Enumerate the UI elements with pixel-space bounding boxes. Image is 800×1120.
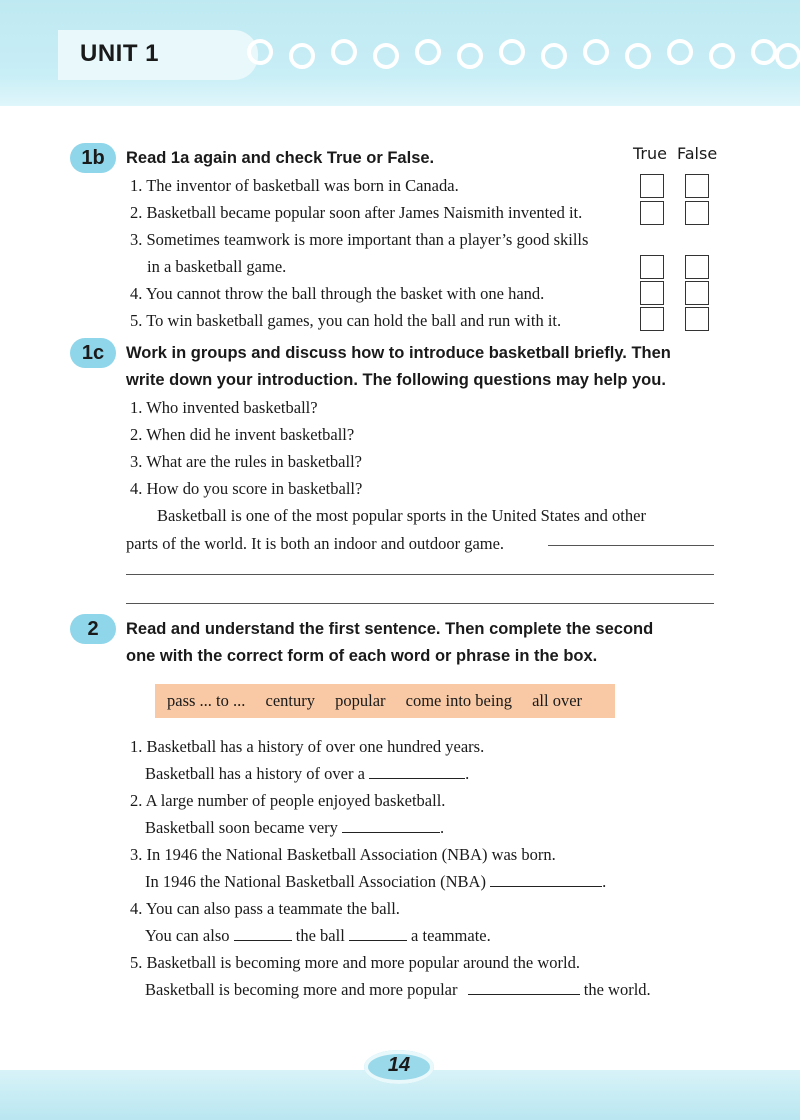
checkbox-3-true[interactable] bbox=[640, 255, 664, 279]
section-1c-instruction-2: write down your introduction. The following questions may help you. bbox=[126, 371, 666, 389]
paragraph-line-1: Basketball is one of the most popular sports in the United States and other bbox=[157, 506, 646, 525]
checkbox-3-false[interactable] bbox=[685, 255, 709, 279]
item-1-sentence: 1. Basketball has a history of over one hundred years. bbox=[130, 737, 485, 756]
item-2-completion bbox=[145, 814, 444, 841]
item-3-completion bbox=[145, 868, 606, 895]
blank-5[interactable] bbox=[468, 979, 580, 995]
item-4-completion bbox=[145, 922, 491, 949]
section-2-badge: 2 bbox=[70, 614, 116, 644]
statement-5: 5. To win basketball games, you can hold the ball and run with it. bbox=[130, 311, 562, 330]
word-option: century bbox=[265, 691, 315, 710]
blank-3[interactable] bbox=[490, 871, 602, 887]
question-2: 2. When did he invent basketball? bbox=[130, 425, 355, 444]
checkbox-2-false[interactable] bbox=[685, 201, 709, 225]
item-4-text: You can also bbox=[145, 926, 230, 945]
item-4-mid: the ball bbox=[295, 926, 345, 945]
blank-2[interactable] bbox=[342, 817, 440, 833]
decorative-rings bbox=[240, 36, 800, 76]
section-1b-instruction: Read 1a again and check True or False. bbox=[126, 149, 435, 167]
item-5-text: Basketball is becoming more and more popular bbox=[145, 980, 458, 999]
word-option: come into being bbox=[405, 691, 512, 710]
paragraph-line-2: parts of the world. It is both an indoor and outdoor game. bbox=[126, 534, 505, 553]
statement-3-cont: in a basketball game. bbox=[147, 257, 287, 276]
item-4-end: a teammate. bbox=[411, 926, 491, 945]
checkbox-1-false[interactable] bbox=[685, 174, 709, 198]
page-number: 14 bbox=[387, 1054, 411, 1076]
section-1c-badge: 1c bbox=[70, 338, 116, 368]
section-1b-badge: 1b bbox=[70, 143, 116, 173]
item-5-completion bbox=[145, 976, 651, 1003]
blank-1[interactable] bbox=[369, 763, 465, 779]
item-4-sentence: 4. You can also pass a teammate the ball. bbox=[130, 899, 400, 918]
item-5-end: the world. bbox=[583, 980, 651, 999]
item-1-end: . bbox=[465, 764, 470, 783]
section-2-instruction-1: Read and understand the first sentence. Then complete the second bbox=[126, 620, 654, 638]
word-option: all over bbox=[532, 691, 583, 710]
item-3-sentence: 3. In 1946 the National Basketball Association (NBA) was born. bbox=[130, 845, 556, 864]
statement-4: 4. You cannot throw the ball through the basket with one hand. bbox=[130, 284, 545, 303]
statement-2: 2. Basketball became popular soon after James Naismith invented it. bbox=[130, 203, 583, 222]
writing-line-1[interactable] bbox=[548, 545, 714, 546]
word-box bbox=[155, 684, 615, 718]
item-2-text: Basketball soon became very bbox=[145, 818, 338, 837]
statement-1: 1. The inventor of basketball was born in Canada. bbox=[130, 176, 459, 195]
true-column-header: True bbox=[633, 144, 667, 163]
false-column-header: False bbox=[677, 144, 718, 163]
checkbox-4-false[interactable] bbox=[685, 281, 709, 305]
question-3: 3. What are the rules in basketball? bbox=[130, 452, 362, 471]
checkbox-5-false[interactable] bbox=[685, 307, 709, 331]
word-option: pass ... to ... bbox=[167, 691, 246, 710]
question-4: 4. How do you score in basketball? bbox=[130, 479, 363, 498]
unit-title: UNIT 1 bbox=[80, 40, 160, 67]
item-1-completion bbox=[145, 760, 469, 787]
checkbox-1-true[interactable] bbox=[640, 174, 664, 198]
checkbox-5-true[interactable] bbox=[640, 307, 664, 331]
checkbox-4-true[interactable] bbox=[640, 281, 664, 305]
item-2-sentence: 2. A large number of people enjoyed basketball. bbox=[130, 791, 446, 810]
blank-4a[interactable] bbox=[234, 925, 292, 941]
item-2-end: . bbox=[440, 818, 445, 837]
question-1: 1. Who invented basketball? bbox=[130, 398, 318, 417]
blank-4b[interactable] bbox=[349, 925, 407, 941]
item-3-end: . bbox=[602, 872, 607, 891]
section-1c-instruction-1: Work in groups and discuss how to introduce basketball briefly. Then bbox=[126, 344, 671, 362]
item-5-sentence: 5. Basketball is becoming more and more popular around the world. bbox=[130, 953, 580, 972]
checkbox-2-true[interactable] bbox=[640, 201, 664, 225]
writing-line-3[interactable] bbox=[126, 603, 714, 604]
writing-line-2[interactable] bbox=[126, 574, 714, 575]
item-3-text: In 1946 the National Basketball Association (NBA) bbox=[145, 872, 486, 891]
section-2-instruction-2: one with the correct form of each word or phrase in the box. bbox=[126, 647, 598, 665]
statement-3: 3. Sometimes teamwork is more important than a player’s good skills bbox=[130, 230, 589, 249]
item-1-text: Basketball has a history of over a bbox=[145, 764, 365, 783]
word-option: popular bbox=[335, 691, 386, 710]
